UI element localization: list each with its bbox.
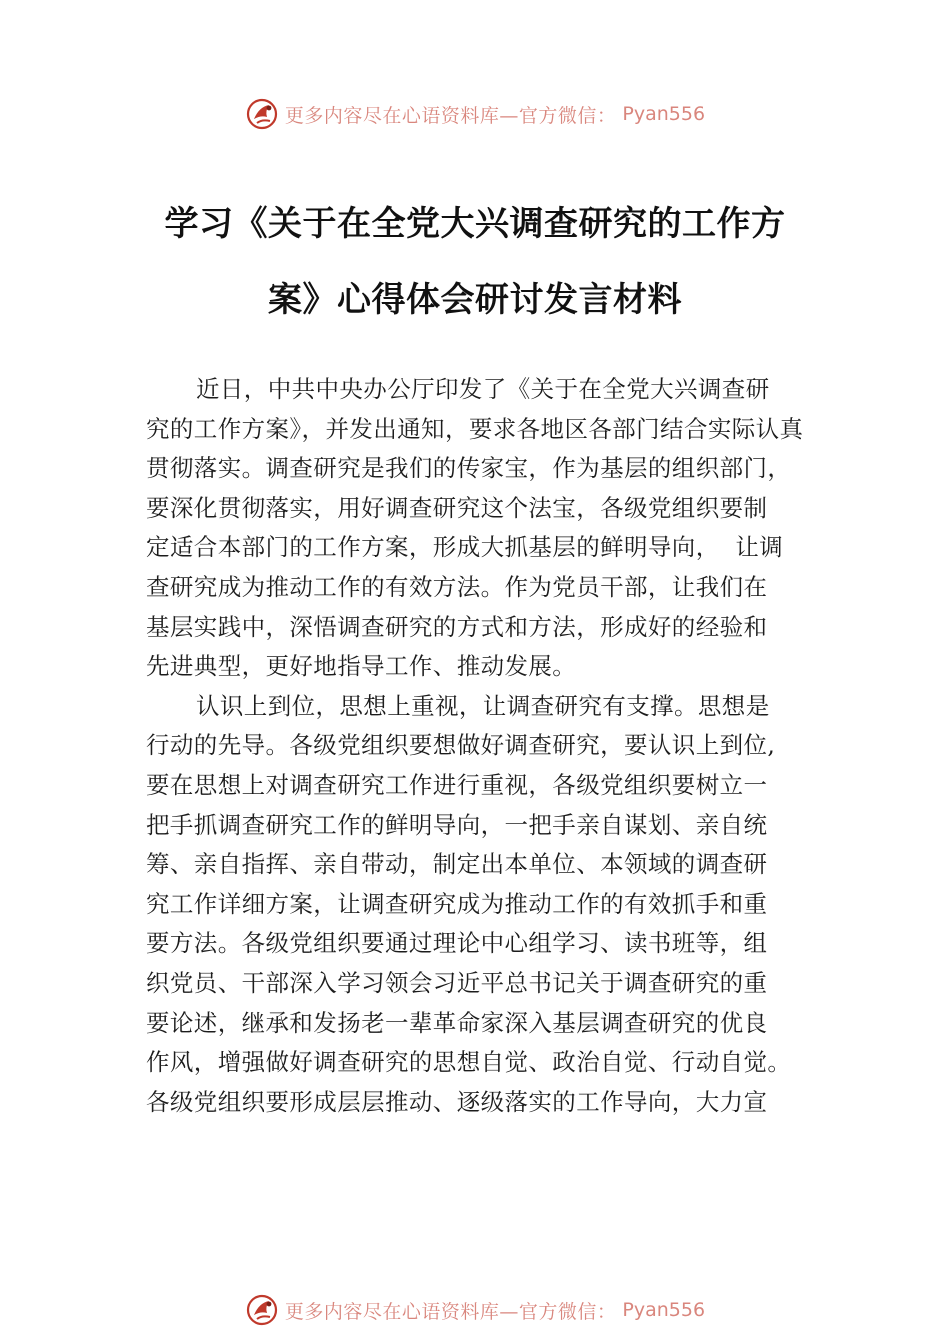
brand-logo-icon [245, 1293, 279, 1327]
wechat-id: Pyan556 [622, 103, 706, 125]
body-line: 近日，中共中央办公厅印发了《关于在全党大兴调查研 [196, 375, 770, 403]
body-line: 究的工作方案》，并发出通知，要求各地区各部门结合实际认真 [146, 414, 804, 443]
body-line: 认识上到位，思想上重视，让调查研究有支撑。思想是 [196, 691, 770, 720]
body-line: 定适合本部门的工作方案，形成大抓基层的鲜明导向， 让调 [146, 533, 784, 562]
body-line: 作风，增强做好调查研究的思想自觉、政治自觉、行动自觉。 [146, 1048, 792, 1077]
header-banner [0, 94, 950, 134]
footer-banner [0, 1290, 950, 1330]
body-line: 基层实践中，深悟调查研究的方式和方法，形成好的经验和 [146, 612, 768, 641]
document-title-line-2: 案》心得体会研讨发言材料 [268, 280, 682, 320]
body-line: 查研究成为推动工作的有效方法。作为党员干部，让我们在 [146, 572, 768, 601]
body-line: 把手抓调查研究工作的鲜明导向，一把手亲自谋划、亲自统 [146, 810, 768, 839]
brand-logo-icon [245, 97, 279, 131]
body-line: 行动的先导。各级党组织要想做好调查研究，要认识上到位, [146, 731, 776, 760]
body-line: 贯彻落实。调查研究是我们的传家宝，作为基层的组织部门， [146, 454, 792, 483]
body-line: 要深化贯彻落实，用好调查研究这个法宝，各级党组织要制 [146, 493, 768, 522]
document-body [146, 370, 816, 1122]
body-line: 筹、亲自指挥、亲自带动，制定出本单位、本领域的调查研 [146, 850, 768, 879]
wechat-id: Pyan556 [622, 1299, 706, 1321]
document-title-line-1: 学习《关于在全党大兴调查研究的工作方 [164, 204, 786, 244]
body-line: 要方法。各级党组织要通过理论中心组学习、读书班等，组 [146, 929, 768, 958]
banner-text: 更多内容尽在心语资料库—官方微信： [284, 104, 617, 127]
body-line: 先进典型，更好地指导工作、推动发展。 [146, 652, 577, 681]
body-line: 织党员、干部深入学习领会习近平总书记关于调查研究的重 [146, 968, 768, 997]
body-line: 要在思想上对调查研究工作进行重视，各级党组织要树立一 [146, 770, 768, 799]
body-line: 要论述，继承和发扬老一辈革命家深入基层调查研究的优良 [146, 1008, 768, 1037]
body-line: 各级党组织要形成层层推动、逐级落实的工作导向，大力宣 [146, 1087, 768, 1116]
banner-text: 更多内容尽在心语资料库—官方微信： [284, 1300, 617, 1323]
body-line: 究工作详细方案，让调查研究成为推动工作的有效抓手和重 [146, 889, 768, 918]
